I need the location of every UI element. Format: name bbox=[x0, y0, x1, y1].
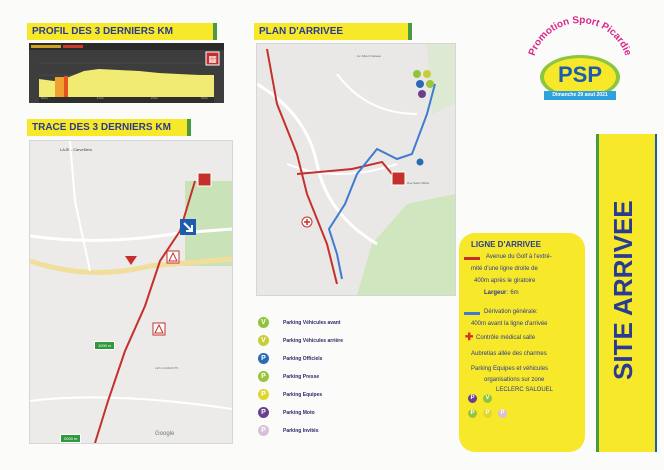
x-tick-3: 3 km bbox=[201, 96, 208, 100]
parking-equipes-icon: P bbox=[483, 409, 492, 418]
arrivee-largeur-value: : 6m bbox=[507, 290, 519, 296]
parking-invites-icon: P bbox=[258, 425, 269, 436]
x-tick-1: 1 km bbox=[97, 96, 104, 100]
site-arrivee-title: SITE ARRIVEE bbox=[608, 200, 638, 380]
parking-vehicules-avant-icon: V bbox=[483, 394, 492, 403]
ligne-arrivee-box bbox=[459, 233, 585, 452]
parking-line-1: Parking Equipes et véhicules bbox=[471, 366, 549, 372]
plan-street-2: Rue Saint-Tabbe bbox=[407, 181, 430, 185]
logo-arc-text: Promotion Sport Picardie bbox=[526, 15, 634, 58]
trace-map-drawing bbox=[30, 141, 232, 443]
arrivee-largeur-label: Largeur bbox=[484, 290, 507, 296]
aubretias: Aubretias allée des charmes bbox=[471, 351, 547, 357]
trace-map bbox=[29, 140, 233, 444]
arrivee-line-1: Avenue du Golf à l'extré- bbox=[486, 254, 552, 260]
elevation-profile bbox=[29, 43, 224, 103]
psp-logo bbox=[520, 15, 640, 115]
marker-1000: 1000 m bbox=[94, 341, 115, 350]
profil-header bbox=[27, 23, 217, 40]
parking-invites-icon: P bbox=[498, 409, 507, 418]
trace-place-top: LAJE - Carvelliers bbox=[60, 147, 93, 152]
parking-officiels-icon: P bbox=[258, 353, 269, 364]
parking-vehicules-avant-icon: V bbox=[258, 317, 269, 328]
deriv-line-2: 400m avant la ligne d'arrivée bbox=[471, 321, 548, 327]
x-tick-2: 2 km bbox=[151, 96, 158, 100]
parking-moto-icon: P bbox=[468, 394, 477, 403]
marker-2000: 2000 m bbox=[60, 434, 81, 443]
parking-vehicules-arriere-icon: V bbox=[258, 335, 269, 346]
plan-header bbox=[254, 23, 412, 40]
plan-map-drawing bbox=[257, 44, 455, 295]
trace-header bbox=[27, 119, 191, 136]
deriv-line-1: Dérivation générale: bbox=[484, 309, 538, 315]
plan-street-1: Av. Albert Catteau bbox=[357, 54, 381, 58]
parking-line-2: organisations sur zone bbox=[484, 377, 545, 383]
trace-place-bottom: LES GUARANTS bbox=[155, 366, 179, 370]
logo-date: Dimanche 29 aout 2021 bbox=[552, 92, 608, 98]
parking-moto-icon: P bbox=[258, 407, 269, 418]
elevation-profile-chart bbox=[29, 43, 224, 103]
google-logo: Google bbox=[155, 431, 175, 437]
trace-title: TRACE DES 3 DERNIERS KM bbox=[32, 122, 171, 133]
x-tick-0: 0 km bbox=[41, 96, 48, 100]
parking-line-3: LECLERC SALOUEL bbox=[496, 387, 554, 393]
arrivee-title: LIGNE D'ARRIVEE bbox=[471, 240, 541, 249]
svg-text:▦: ▦ bbox=[208, 55, 217, 65]
parking-presse-icon: P bbox=[258, 371, 269, 382]
svg-text:Promotion Sport Picardie bbox=[527, 15, 634, 58]
arrivee-line-3: 400m après le giratoire bbox=[474, 278, 536, 284]
medical-cross-icon: ✚ bbox=[465, 332, 474, 343]
red-arrow-icon bbox=[464, 257, 480, 260]
blue-arrow-icon bbox=[464, 312, 480, 315]
arrivee-line-2: mité d'une ligne droite de bbox=[471, 266, 538, 272]
plan-title: PLAN D'ARRIVEE bbox=[259, 26, 344, 37]
parking-presse-icon: P bbox=[468, 409, 477, 418]
logo-letters: PSP bbox=[557, 62, 603, 87]
parking-equipes-icon: P bbox=[258, 389, 269, 400]
plan-map bbox=[256, 43, 456, 296]
profil-title: PROFIL DES 3 DERNIERS KM bbox=[32, 26, 173, 37]
controle-medical: Contrôle médical salle bbox=[476, 335, 536, 341]
